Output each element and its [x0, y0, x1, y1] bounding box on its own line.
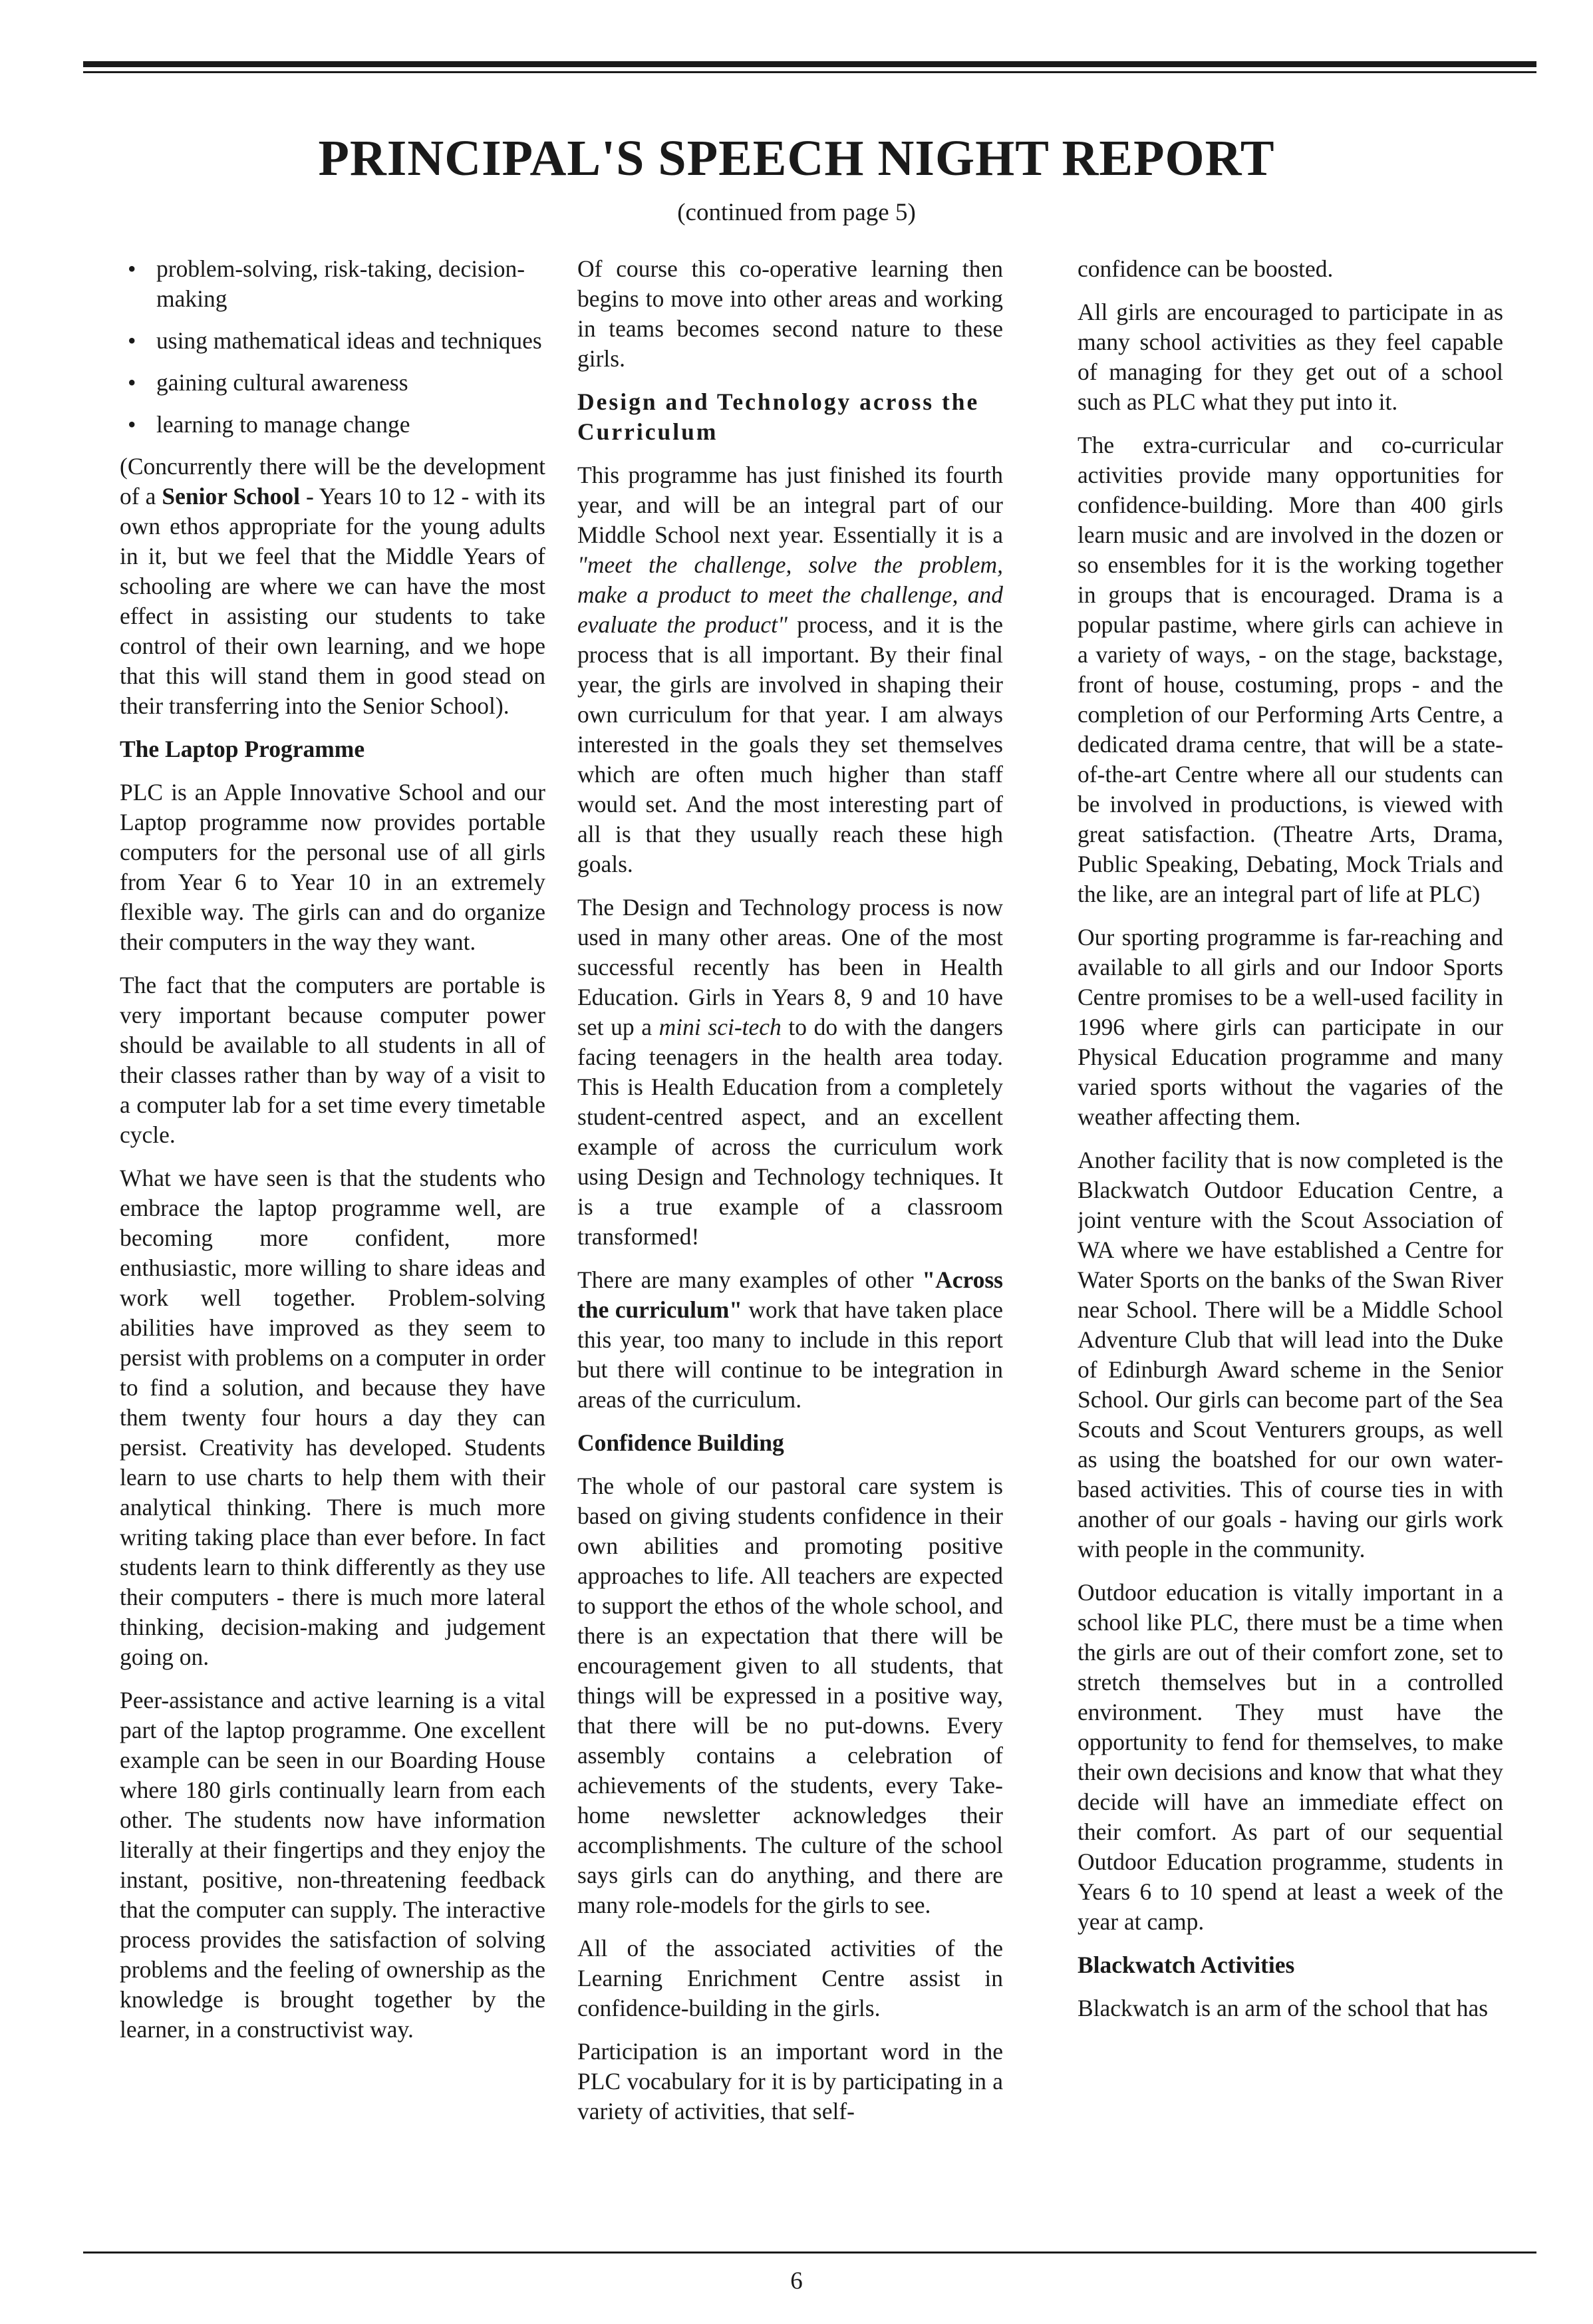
paragraph: The Design and Technology process is now used in many other areas. One of the most successful recently has been in Health Education. Girls in Years 8, 9 and 10 have set up a mini sci-tech to do with the dangers facing teenagers in the health area today. This is Health Education from a completely student-centred aspect, and an excellent example of across the curriculum work using Design and Technology techniques. It is a true example of a classroom transformed!	[577, 894, 1003, 1250]
paragraph: Blackwatch is an arm of the school that has	[1078, 1995, 1489, 2021]
list-item: • using mathematical ideas and techniques	[120, 326, 545, 356]
section-heading: Blackwatch Activities	[1078, 1952, 1295, 1978]
bottom-rule	[83, 2251, 1536, 2253]
paragraph: This programme has just finished its fourth year, and will be an integral part of our Middle School next year. Essentially it is a "meet the challenge, solve the problem, make a product to meet the challenge, and evaluate the product" process, and it is the process that is all important. By their final year, the girls are involved in shaping their own curriculum for that year. I am always interested in the goals they set themselves which are often much higher than staff would set. And the most interesting part of all is that they usually reach these high goals.	[577, 462, 1003, 877]
paragraph: All of the associated activities of the Learning Enrichment Centre assist in confidence-building in the girls.	[577, 1935, 1003, 2021]
page-subtitle: (continued from page 5)	[677, 199, 916, 226]
column-1	[120, 254, 545, 2170]
paragraph: Our sporting programme is far-reaching and available to all girls and our Indoor Sports Centre promises to be a well-used facility in 1996 where girls can participate in our Physical Education programme and many varied sports without the vagaries of the weather affecting them.	[1078, 924, 1503, 1130]
top-rule-thick	[83, 61, 1536, 67]
paragraph: What we have seen is that the students who embrace the laptop programme well, are becoming more confident, more enthusiastic, more willing to share ideas and work well together. Problem-solving abilities have improved as they seem to persist with problems on a computer in order to find a solution, and because they have them twenty four hours a day they can persist. Creativity has developed. Students learn to use charts to help them with their analytical thinking. There is much more writing taking place than ever before. In fact students learn to think differently as they use their computers - there is much more lateral thinking, decision-making and judgement going on.	[120, 1165, 545, 1670]
paragraph: Outdoor education is vitally important in a school like PLC, there must be a time when the girls are out of their comfort zone, set to stretch themselves but in a controlled environment. They must have the opportunity to fend for themselves, to make their own decisions and know that what they decide will have an immediate effect on their comfort. As part of our sequential Outdoor Education programme, students in Years 6 to 10 spend at least a week of the year at camp.	[1078, 1579, 1503, 1935]
section-heading: Design and Technology across the Curriculum	[577, 388, 980, 445]
paragraph: Another facility that is now completed is the Blackwatch Outdoor Education Centre, a joint venture with the Scout Association of WA where we have established a Centre for Water Sports on the banks of the Swan River near School. There will be a Middle School Adventure Club that will lead into the Duke of Edinburgh Award scheme in the Senior School. Our girls can become part of the Sea Scouts and Scout Venturers groups, as well as using the boatshed for our own water-based activities. This of course ties in with another of our goals - having our girls work with people in the community.	[1078, 1147, 1503, 1562]
paragraph: There are many examples of other "Across the curriculum" work that have taken place this year, too many to include in this report but there will continue to be integration in areas of the curriculum.	[577, 1266, 1003, 1413]
list-item: • problem-solving, risk-taking, decision-making	[120, 254, 545, 314]
paragraph: The fact that the computers are portable is very important because computer power should be available to all students in all of their classes rather than by way of a visit to a computer lab for a set time every timetable cycle.	[120, 972, 545, 1148]
paragraph: confidence can be boosted.	[1078, 255, 1334, 282]
paragraph: The extra-curricular and co-curricular activities provide many opportunities for confidence-building. More than 400 girls learn music and are involved in the dozen or so ensembles for it is the working together in groups that is encouraged. Drama is a popular pastime, where girls can achieve in a variety of ways, - on the stage, backstage, front of house, costuming, props - and the completion of our Performing Arts Centre, a dedicated drama centre, that will be a state-of-the-art Centre where all our students can be involved in productions, is viewed with great satisfaction. (Theatre Arts, Drama, Public Speaking, Debating, Mock Trials and the like, are an integral part of life at PLC)	[1078, 432, 1503, 907]
paragraph: Participation is an important word in the PLC vocabulary for it is by participating in a variety of activities, that self-	[577, 2038, 1003, 2124]
paragraph: PLC is an Apple Innovative School and our Laptop programme now provides portable computers for the personal use of all girls from Year 6 to Year 10 in an extremely flexible way. The girls can and do organize their computers in the way they want.	[120, 779, 545, 955]
list-item: • gaining cultural awareness	[120, 368, 545, 398]
paragraph: (Concurrently there will be the development of a Senior School - Years 10 to 12 - with its own ethos appropriate for the young adults in it, but we feel that the Middle Years of schooling are where we can have the most effect in assisting our students to take control of their own learning, and we hope that this will stand them in good stead on their transferring into the Senior School).	[120, 453, 545, 719]
paragraph: Of course this co-operative learning then begins to move into other areas and working in teams becomes second nature to these girls.	[577, 255, 1003, 372]
paragraph: All girls are encouraged to participate in as many school activities as they feel capable of managing for they get out of a school such as PLC what they put into it.	[1078, 299, 1503, 415]
section-heading: Confidence Building	[577, 1429, 784, 1456]
page-title: PRINCIPAL'S SPEECH NIGHT REPORT	[318, 130, 1275, 186]
column-2	[577, 254, 1003, 2170]
section-heading: The Laptop Programme	[120, 736, 365, 762]
page-number: 6	[790, 2267, 803, 2295]
bullet-list	[120, 254, 545, 440]
top-rule-thin	[83, 71, 1536, 73]
list-item: • learning to manage change	[120, 410, 545, 440]
paragraph: Peer-assistance and active learning is a vital part of the laptop programme. One excellent example can be seen in our Boarding House where 180 girls continually learn from each other. The students now have information literally at their fingertips and they enjoy the instant, positive, non-threatening feedback that the computer can supply. The interactive process provides the satisfaction of solving problems and the feeling of ownership as the knowledge is brought together by the learner, in a constructivist way.	[120, 1687, 545, 2043]
paragraph: The whole of our pastoral care system is based on giving students confidence in their own abilities and promoting positive approaches to life. All teachers are expected to support the ethos of the whole school, and there is an expectation that there will be encouragement given to all students, that things will be expressed in a positive way, that there will be no put-downs. Every assembly contains a celebration of achievements of the students, every Take-home newsletter acknowledges their accomplishments. The culture of the school says girls can do anything, and there are many role-models for the girls to see.	[577, 1473, 1003, 1918]
column-3	[1078, 254, 1503, 2170]
